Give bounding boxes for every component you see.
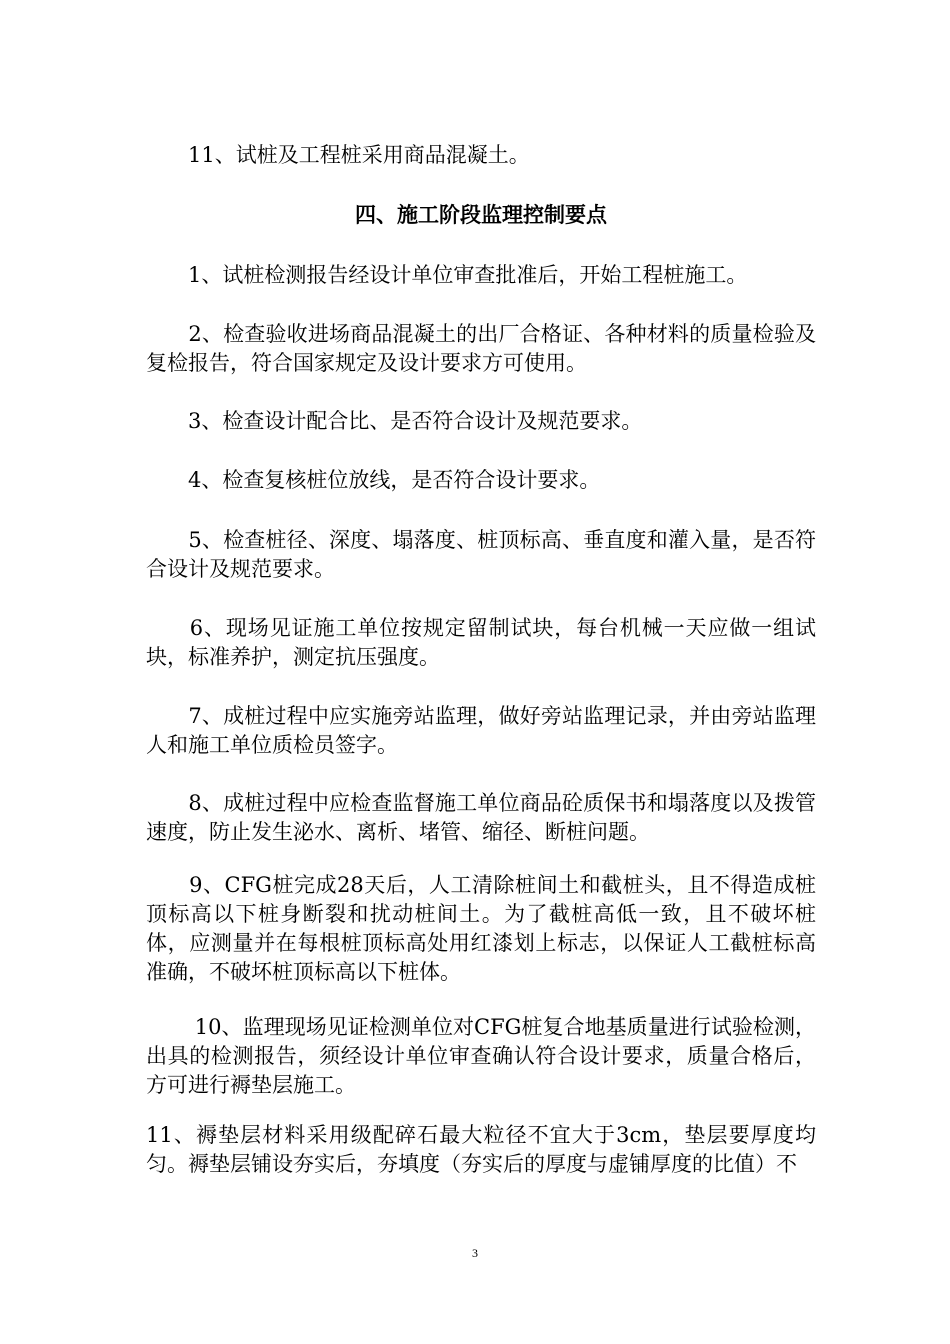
paragraph-item-8: 8、成桩过程中应检查监督施工单位商品砼质保书和塌落度以及拨管速度，防止发生泌水、离析、堵管、缩径、断桩问题。	[146, 791, 816, 844]
paragraph-item-10: 10、监理现场见证检测单位对CFG桩复合地基质量进行试验检测，出具的检测报告，须经设计单位审查确认符合设计要求，质量合格后，方可进行褥垫层施工。	[146, 1015, 816, 1097]
paragraph-item-3: 3、检查设计配合比、是否符合设计及规范要求。	[146, 409, 643, 433]
section-heading: 四、施工阶段监理控制要点	[355, 202, 607, 227]
paragraph-item-2: 2、检查验收进场商品混凝土的出厂合格证、各种材料的质量检验及复检报告，符合国家规定及设计要求方可使用。	[146, 322, 816, 375]
paragraph-item-9: 9、CFG桩完成28天后，人工清除桩间土和截桩头，且不得造成桩顶标高以下桩身断裂和扰动桩间土。为了截桩高低一致，且不破坏桩体，应测量并在每根桩顶标高处用红漆划上标志，以保证人工截桩标高准确，不破坏桩顶标高以下桩体。	[146, 873, 816, 984]
paragraph-item-11-concrete: 11、试桩及工程桩采用商品混凝土。	[146, 143, 530, 167]
paragraph-item-1: 1、试桩检测报告经设计单位审查批准后，开始工程桩施工。	[146, 263, 748, 287]
paragraph-item-11-cushion: 11、褥垫层材料采用级配碎石最大粒径不宜大于3cm，垫层要厚度均匀。褥垫层铺设夯实后，夯填度（夯实后的厚度与虚铺厚度的比值）不	[146, 1123, 816, 1176]
page-number: 3	[472, 1246, 478, 1260]
paragraph-item-5: 5、检查桩径、深度、塌落度、桩顶标高、垂直度和灌入量，是否符合设计及规范要求。	[146, 528, 816, 581]
paragraph-item-7: 7、成桩过程中应实施旁站监理，做好旁站监理记录，并由旁站监理人和施工单位质检员签字。	[146, 704, 816, 757]
paragraph-item-6: 6、现场见证施工单位按规定留制试块，每台机械一天应做一组试块，标准养护，测定抗压强度。	[146, 616, 816, 669]
paragraph-item-4: 4、检查复核桩位放线，是否符合设计要求。	[146, 468, 601, 492]
